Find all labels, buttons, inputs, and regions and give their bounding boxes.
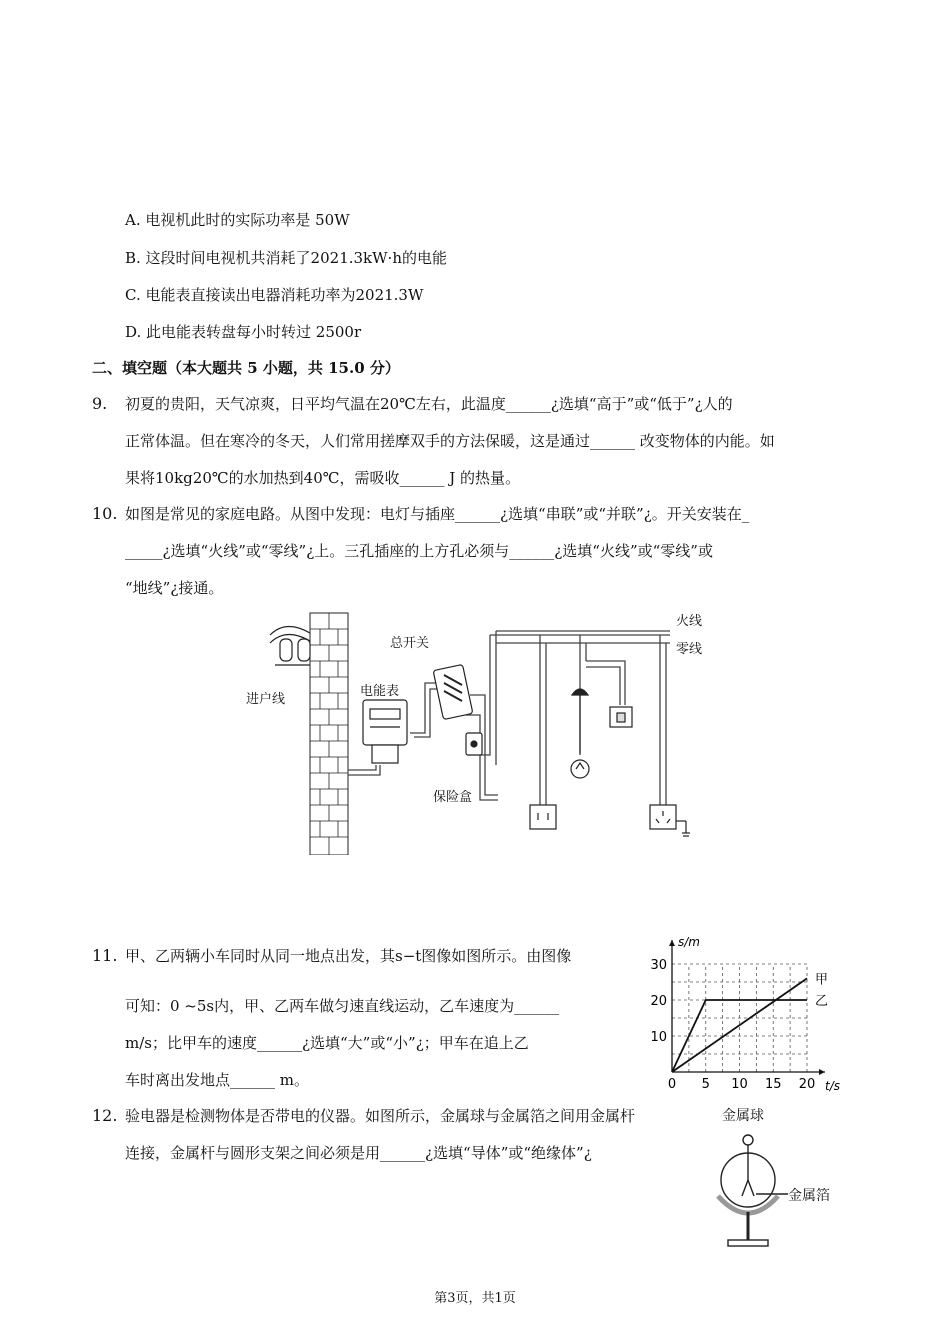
electroscope-figure <box>700 1100 860 1258</box>
q12-number: 12. <box>92 1106 118 1125</box>
q12-line1: 验电器是检测物体是否带电的仪器。如图所示，金属球与金属箔之间用金属杆 <box>125 1107 636 1125</box>
q12-line2: 连接，金属杆与圆形支架之间必须是用______¿选填“导体”或“绝缘体”¿ <box>125 1144 592 1162</box>
q10-line1: 如图是常见的家庭电路。从图中发现：电灯与插座______¿选填“串联”或“并联”¿。开关安装在_ <box>125 505 750 523</box>
q11-line1: 甲、乙两辆小车同时从同一地点出发，其s−t图像如图所示。由图像 <box>125 947 572 965</box>
lamp <box>571 689 589 778</box>
two-hole-outlet <box>530 805 556 829</box>
stand-arc <box>718 1196 778 1213</box>
q11-line2: 可知：0 ~5s内，甲、乙两车做匀速直线运动，乙车速度为______ <box>125 997 560 1015</box>
label-meter: 电能表 <box>360 684 400 699</box>
q9-line1: 初夏的贵阳，天气凉爽，日平均气温在20℃左右，此温度______¿选填“高于”或“低于”¿人的 <box>125 395 733 413</box>
x-tick-label: 10 <box>731 1077 748 1092</box>
electric-meter <box>363 700 407 763</box>
main-switch <box>433 664 473 719</box>
q11-line4: 车时离出发地点______ m。 <box>125 1071 309 1089</box>
x-axis-arrow <box>819 1069 825 1075</box>
wall-switch <box>610 707 632 727</box>
label-neutral: 零线 <box>676 642 703 657</box>
household-circuit-figure <box>240 605 710 855</box>
section-title: 二、填空题（本大题共 5 小题，共 15.0 分） <box>92 359 400 377</box>
stand-base <box>728 1240 768 1246</box>
x-tick-label: 5 <box>701 1077 710 1092</box>
x-tick-label: 0 <box>667 1077 677 1092</box>
x-tick-label: 15 <box>764 1077 782 1092</box>
option-b: B. 这段时间电视机共消耗了2021.3kW·h的电能 <box>125 249 447 267</box>
fuse-box <box>466 733 482 755</box>
q9-number: 9. <box>92 394 108 413</box>
option-a: A. 电视机此时的实际功率是 50W <box>125 211 350 229</box>
q11-number: 11. <box>92 946 118 965</box>
q9-line3: 果将10kg20℃的水加热到40℃，需吸收______ J 的热量。 <box>125 469 521 487</box>
y-tick-label: 20 <box>650 994 667 1009</box>
three-hole-outlet <box>650 805 690 836</box>
y-tick-label: 30 <box>650 958 667 973</box>
metal-ball <box>743 1135 753 1145</box>
q9-line2: 正常体温。但在寒冷的冬天，人们常用搓摩双手的方法保暖，这是通过______ 改变物体的内能。如 <box>125 432 775 450</box>
y-axis-arrow <box>669 940 675 946</box>
label-metal-ball: 金属球 <box>722 1108 764 1124</box>
metal-foil <box>742 1180 754 1196</box>
q10-line3: “地线”¿接通。 <box>125 579 224 597</box>
label-live: 火线 <box>676 614 703 629</box>
st-graph <box>640 930 840 1095</box>
x-tick-label: 20 <box>798 1077 816 1092</box>
y-tick-label: 10 <box>650 1030 667 1045</box>
label-metal-foil: 金属箔 <box>788 1188 830 1204</box>
q11-line3: m/s；比甲车的速度______¿选填“大”或“小”¿；甲车在追上乙 <box>125 1034 529 1052</box>
page-footer: 第3页，共1页 <box>434 1291 516 1306</box>
series-label: 甲 <box>815 972 829 988</box>
option-d: D. 此电能表转盘每小时转过 2500r <box>125 323 362 341</box>
brick-wall <box>310 613 348 855</box>
x-axis-label: t/s <box>825 1079 840 1093</box>
option-c: C. 电能表直接读出电器消耗功率为2021.3W <box>125 286 424 304</box>
service-insulators <box>270 626 310 665</box>
q10-line2: _____¿选填“火线”或“零线”¿上。三孔插座的上方孔必须与______¿选填“火线”或“零线”或 <box>125 542 713 560</box>
label-fuse-box: 保险盒 <box>433 790 473 805</box>
q10-number: 10. <box>92 504 118 523</box>
y-axis-label: s/m <box>678 935 700 949</box>
label-service-line: 进户线 <box>246 692 286 707</box>
series-label: 乙 <box>815 994 829 1009</box>
label-main-switch: 总开关 <box>390 636 430 651</box>
